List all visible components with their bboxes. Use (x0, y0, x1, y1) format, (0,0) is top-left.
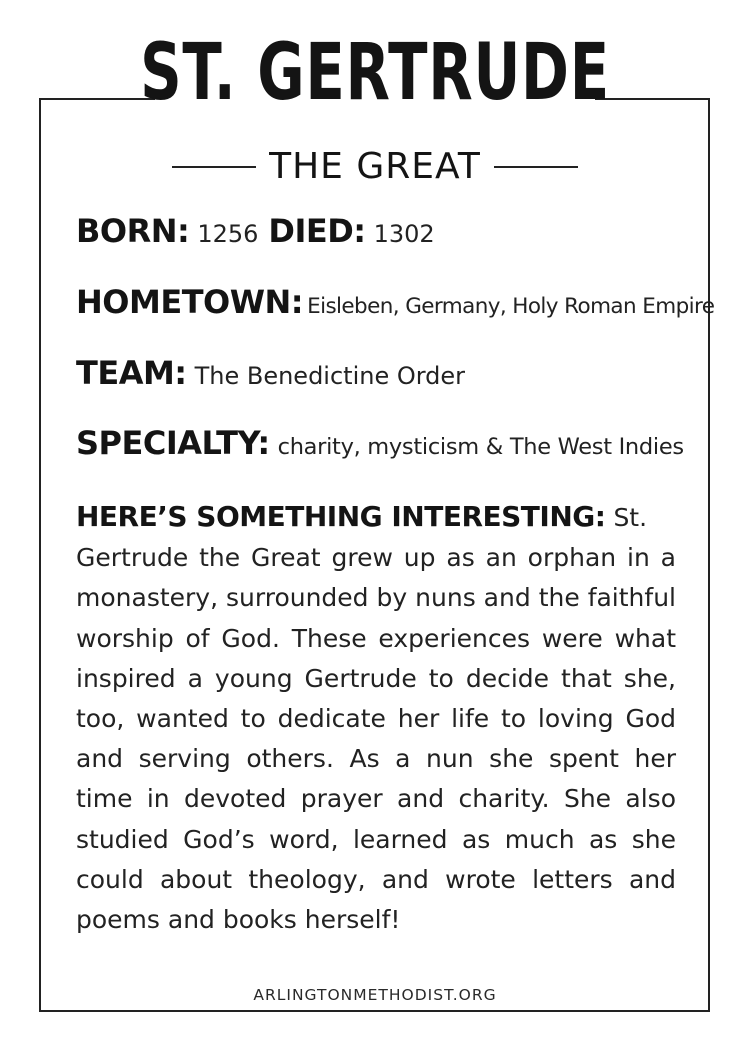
died-label: DIED: (268, 212, 366, 250)
team-row (76, 354, 676, 392)
hometown-value: Eisleben, Germany, Holy Roman Empire (307, 294, 715, 319)
interesting-label: HERE’S SOMETHING INTERESTING: (76, 500, 606, 533)
team-label: TEAM: (76, 354, 187, 392)
hometown-label: HOMETOWN: (76, 283, 304, 321)
born-died-row (76, 212, 676, 250)
died-value: 1302 (373, 220, 435, 248)
subtitle-right-rule (494, 166, 578, 168)
specialty-value: charity, mysticism & The West Indies (277, 434, 684, 460)
team-value: The Benedictine Order (194, 362, 466, 390)
interesting-text: St. Gertrude the Great grew up as an orphan in a monastery, surrounded by nuns and the faithful worship of God. These experiences were what inspired a young Gertrude to decide that she, too, wanted to dedicate her life to loving God and serving others. As a nun she spent her time in devoted prayer and charity. She also studied God’s word, learned as much as she could about theology, and wrote letters and poems and books herself! (76, 503, 676, 935)
subtitle-row (172, 146, 578, 188)
born-label: BORN: (76, 212, 190, 250)
subtitle-left-rule (172, 166, 256, 168)
saint-subtitle: THE GREAT (269, 146, 481, 187)
interesting-paragraph (76, 498, 676, 940)
specialty-row (76, 424, 684, 462)
website-footer: ARLINGTONMETHODIST.ORG (253, 986, 497, 1004)
hometown-row (76, 283, 715, 321)
saint-name-title: ST. GERTRUDE (140, 28, 610, 118)
born-value: 1256 (197, 220, 259, 248)
specialty-label: SPECIALTY: (76, 424, 270, 462)
